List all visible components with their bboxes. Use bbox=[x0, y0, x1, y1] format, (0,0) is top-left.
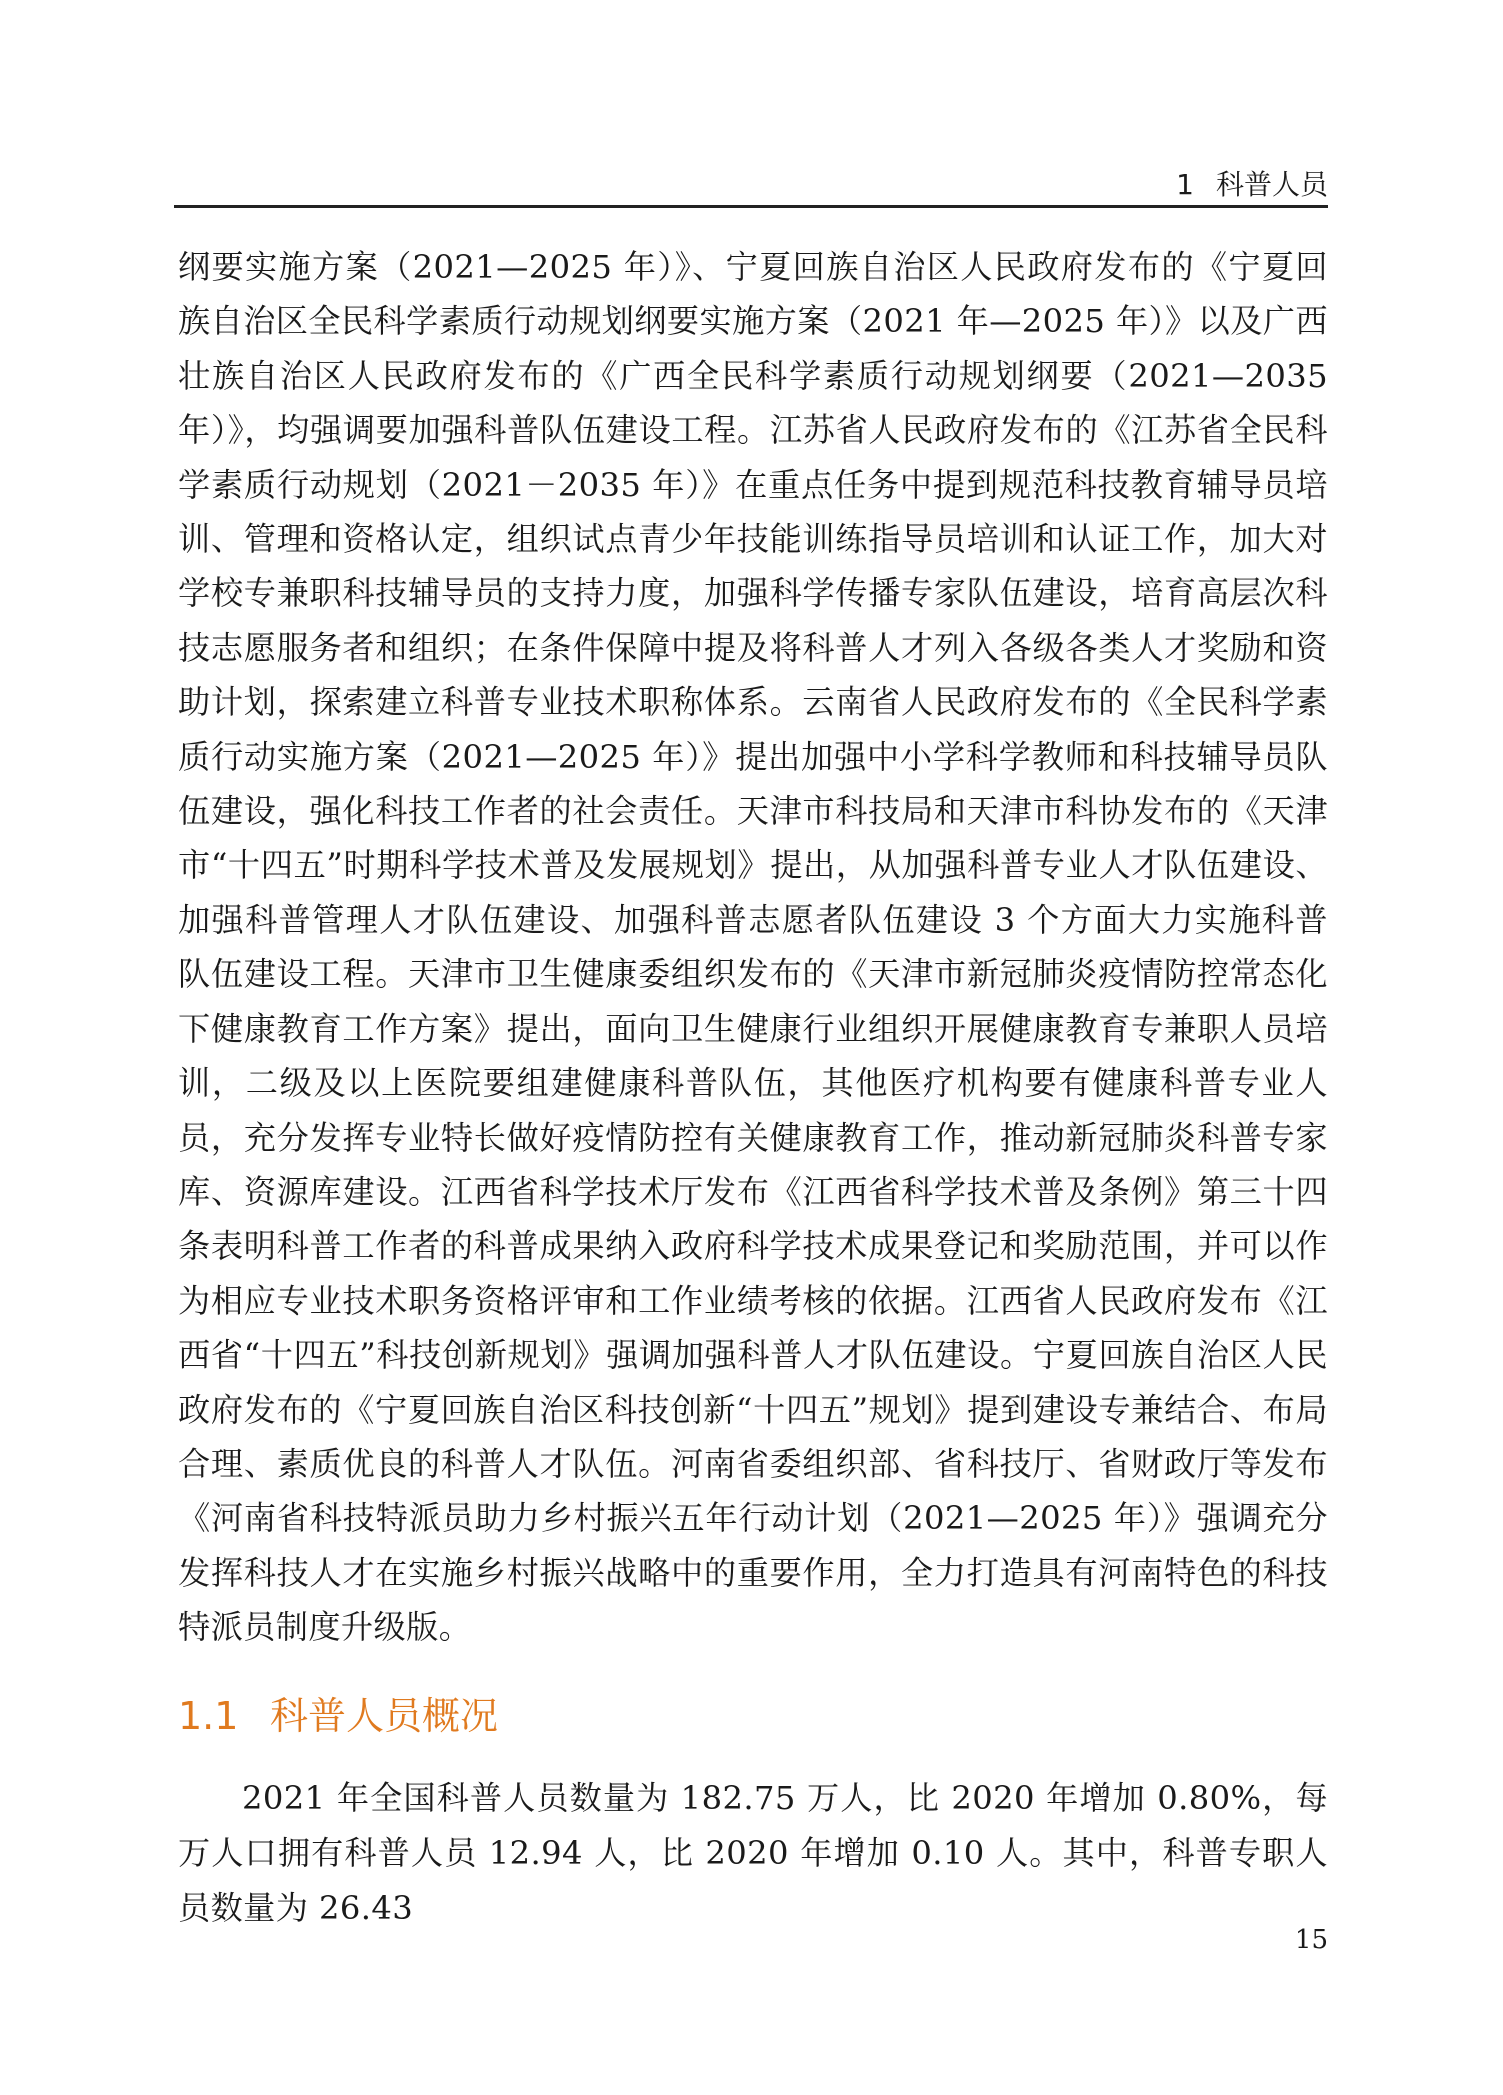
page-number: 15 bbox=[1294, 1925, 1328, 1955]
section-heading bbox=[178, 1688, 1328, 1744]
section-paragraph: 2021 年全国科普人员数量为 182.75 万人，比 2020 年增加 0.80%，每万人口拥有科普人员 12.94 人，比 2020 年增加 0.10 人。其中，科普专职人员数量为 26.43 bbox=[178, 1779, 1328, 1927]
chapter-number: 1 bbox=[1176, 168, 1194, 201]
body-paragraph: 纲要实施方案（2021—2025 年）》、宁夏回族自治区人民政府发布的《宁夏回族自治区全民科学素质行动规划纲要实施方案（2021 年—2025 年）》以及广西壮族自治区人民政府发布的《广西全民科学素质行动规划纲要（2021—2035 年）》，均强调要加强科普队伍建设工程。江苏省人民政府发布的《江苏省全民科学素质行动规划（2021－2035 年）》在重点任务中提到规范科技教育辅导员培训、管理和资格认定，组织试点青少年技能训练指导员培训和认证工作，加大对学校专兼职科技辅导员的支持力度，加强科学传播专家队伍建设，培育高层次科技志愿服务者和组织；在条件保障中提及将科普人才列入各级各类人才奖励和资助计划，探索建立科普专业技术职称体系。云南省人民政府发布的《全民科学素质行动实施方案（2021—2025 年）》提出加强中小学科学教师和科技辅导员队伍建设，强化科技工作者的社会责任。天津市科技局和天津市科协发布的《天津市“十四五”时期科学技术普及发展规划》提出，从加强科普专业人才队伍建设、加强科普管理人才队伍建设、加强科普志愿者队伍建设 3 个方面大力实施科普队伍建设工程。天津市卫生健康委组织发布的《天津市新冠肺炎疫情防控常态化下健康教育工作方案》提出，面向卫生健康行业组织开展健康教育专兼职人员培训，二级及以上医院要组建健康科普队伍，其他医疗机构要有健康科普专业人员，充分发挥专业特长做好疫情防控有关健康教育工作，推动新冠肺炎科普专家库、资源库建设。江西省科学技术厅发布《江西省科学技术普及条例》第三十四条表明科普工作者的科普成果纳入政府科学技术成果登记和奖励范围，并可以作为相应专业技术职务资格评审和工作业绩考核的依据。江西省人民政府发布《江西省“十四五”科技创新规划》强调加强科普人才队伍建设。宁夏回族自治区人民政府发布的《宁夏回族自治区科技创新“十四五”规划》提到建设专兼结合、布局合理、素质优良的科普人才队伍。河南省委组织部、省科技厅、省财政厅等发布《河南省科技特派员助力乡村振兴五年行动计划（2021—2025 年）》强调充分发挥科技人才在实施乡村振兴战略中的重要作用，全力打造具有河南特色的科技特派员制度升级版。 bbox=[178, 248, 1328, 1647]
section-number: 1.1 bbox=[178, 1694, 239, 1738]
header-divider bbox=[174, 205, 1328, 208]
running-header bbox=[174, 166, 1328, 204]
section-title: 科普人员概况 bbox=[270, 1694, 499, 1738]
chapter-title: 科普人员 bbox=[1215, 168, 1328, 201]
